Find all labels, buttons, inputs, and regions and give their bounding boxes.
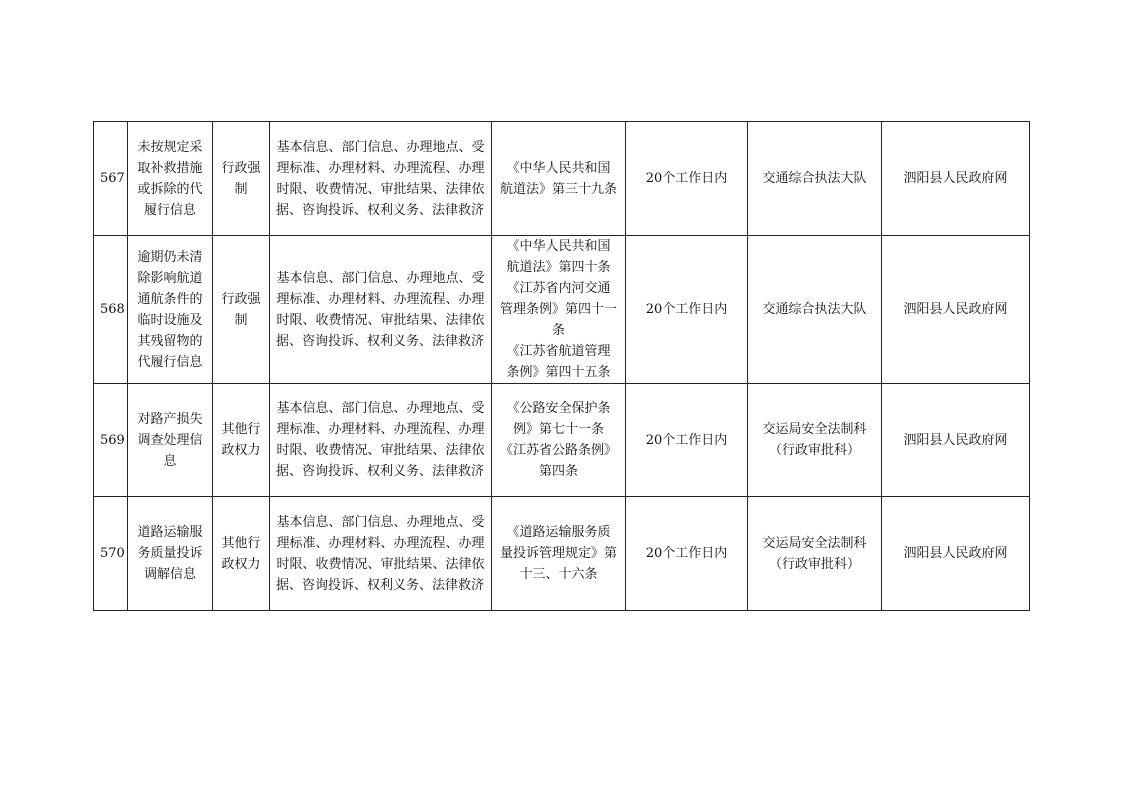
row-number: 569 — [94, 384, 128, 497]
disclosure-channel: 泗阳县人民政府网 — [882, 122, 1030, 236]
power-type: 行政强制 — [221, 160, 261, 197]
legal-basis: 《公路安全保护条 例》第七十一条 《江苏省公路条例》 第四条 — [499, 401, 617, 479]
power-type: 其他行政权力 — [221, 535, 261, 572]
disclosure-content: 基本信息、部门信息、办理地点、受理标准、办理材料、办理流程、办理时限、收费情况、审批结果、法律依据、咨询投诉、权利义务、法律救济 — [276, 514, 485, 593]
legal-basis: 《中华人民共和国 航道法》第四十条 《江苏省内河交通 管理条例》第四十一 条 《江苏省航道管理 条例》第四十五条 — [499, 239, 617, 380]
power-type: 行政强制 — [221, 291, 261, 328]
item-name: 逾期仍未清除影响航道通航条件的临时设施及其残留物的代履行信息 — [137, 249, 203, 370]
item-name: 未按规定采取补救措施或拆除的代履行信息 — [137, 139, 203, 218]
disclosure-table — [93, 121, 1030, 611]
time-limit: 20个工作日内 — [626, 236, 748, 384]
time-limit: 20个工作日内 — [626, 497, 748, 611]
disclosure-content: 基本信息、部门信息、办理地点、受理标准、办理材料、办理流程、办理时限、收费情况、审批结果、法律依据、咨询投诉、权利义务、法律救济 — [276, 401, 485, 479]
time-limit: 20个工作日内 — [626, 384, 748, 497]
time-limit: 20个工作日内 — [626, 122, 748, 236]
disclosure-content: 基本信息、部门信息、办理地点、受理标准、办理材料、办理流程、办理时限、收费情况、审批结果、法律依据、咨询投诉、权利义务、法律救济 — [276, 139, 485, 218]
table-row — [94, 384, 1030, 497]
row-number: 567 — [94, 122, 128, 236]
row-number: 570 — [94, 497, 128, 611]
responsible-dept: 交运局安全法制科 （行政审批科） — [762, 535, 867, 572]
disclosure-channel: 泗阳县人民政府网 — [882, 384, 1030, 497]
item-name: 对路产损失调查处理信息 — [137, 411, 203, 469]
legal-basis: 《中华人民共和国 航道法》第三十九条 — [499, 160, 617, 197]
item-name: 道路运输服务质量投诉调解信息 — [137, 525, 203, 582]
table-row — [94, 497, 1030, 611]
disclosure-channel: 泗阳县人民政府网 — [882, 497, 1030, 611]
responsible-dept: 交运局安全法制科 （行政审批科） — [762, 422, 867, 458]
responsible-dept: 交通综合执法大队 — [762, 171, 867, 186]
disclosure-content: 基本信息、部门信息、办理地点、受理标准、办理材料、办理流程、办理时限、收费情况、审批结果、法律依据、咨询投诉、权利义务、法律救济 — [276, 270, 485, 349]
table-row — [94, 236, 1030, 384]
table-row — [94, 122, 1030, 236]
responsible-dept: 交通综合执法大队 — [762, 302, 867, 317]
disclosure-channel: 泗阳县人民政府网 — [882, 236, 1030, 384]
legal-basis: 《道路运输服务质 量投诉管理规定》第 十三、十六条 — [499, 525, 617, 582]
power-type: 其他行政权力 — [221, 422, 261, 458]
row-number: 568 — [94, 236, 128, 384]
